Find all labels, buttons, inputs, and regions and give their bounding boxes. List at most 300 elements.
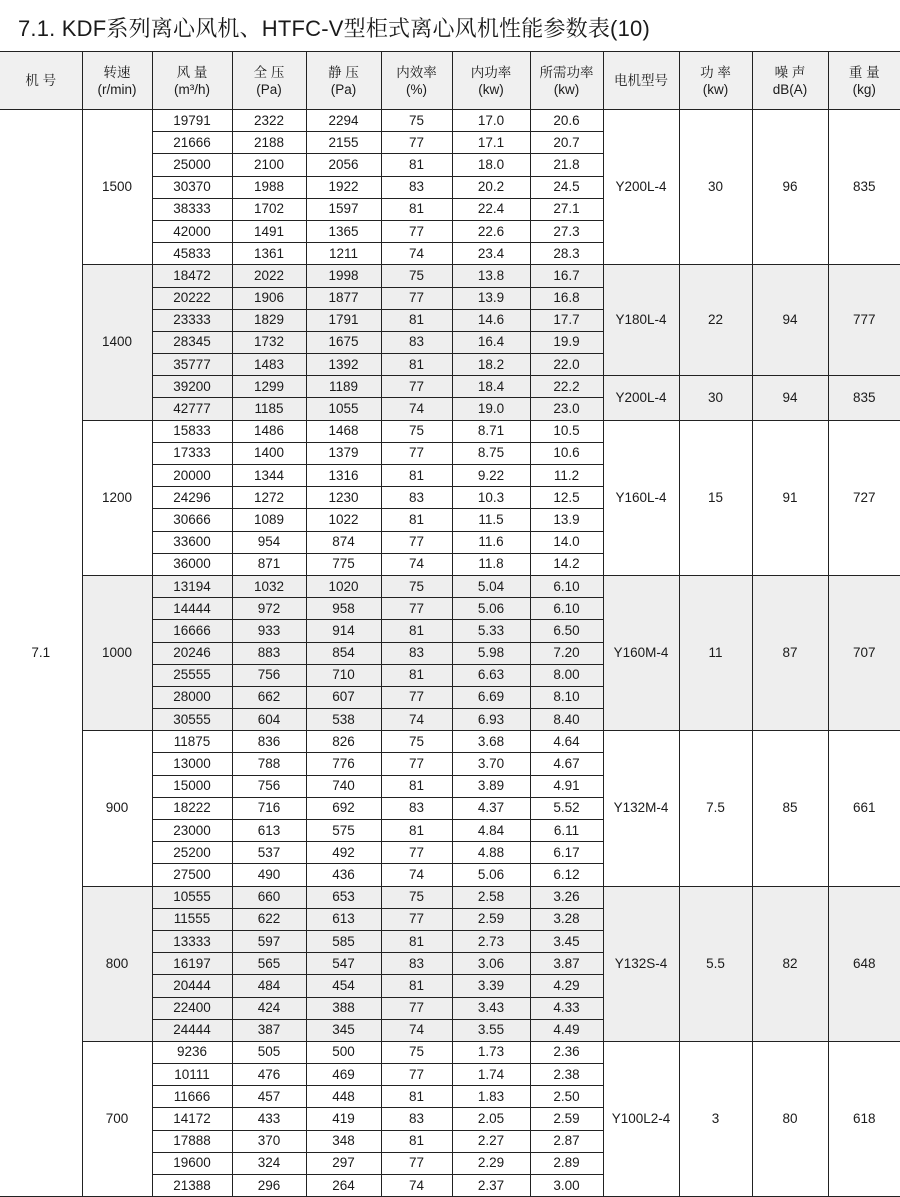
airflow-cell: 16197 xyxy=(152,953,232,975)
weight-cell: 648 xyxy=(828,886,900,1041)
internal-power-cell: 3.39 xyxy=(452,975,530,997)
total-pressure-cell: 933 xyxy=(232,620,306,642)
airflow-cell: 17888 xyxy=(152,1130,232,1152)
internal-power-cell: 1.83 xyxy=(452,1086,530,1108)
total-pressure-cell: 2022 xyxy=(232,265,306,287)
internal-power-cell: 4.88 xyxy=(452,842,530,864)
total-pressure-cell: 1272 xyxy=(232,487,306,509)
motor-power-cell: 3 xyxy=(679,1041,752,1196)
efficiency-cell: 81 xyxy=(381,198,452,220)
column-header xyxy=(152,52,232,110)
airflow-cell: 18222 xyxy=(152,797,232,819)
static-pressure-cell: 436 xyxy=(306,864,381,886)
column-header xyxy=(530,52,603,110)
static-pressure-cell: 538 xyxy=(306,709,381,731)
total-pressure-cell: 537 xyxy=(232,842,306,864)
machine-number-cell: 7.1 xyxy=(0,110,82,1197)
motor-power-cell: 5.5 xyxy=(679,886,752,1041)
static-pressure-cell: 2294 xyxy=(306,110,381,132)
static-pressure-cell: 448 xyxy=(306,1086,381,1108)
motor-power-cell: 30 xyxy=(679,376,752,420)
internal-power-cell: 3.43 xyxy=(452,997,530,1019)
required-power-cell: 10.5 xyxy=(530,420,603,442)
static-pressure-cell: 2056 xyxy=(306,154,381,176)
efficiency-cell: 77 xyxy=(381,686,452,708)
static-pressure-cell: 388 xyxy=(306,997,381,1019)
required-power-cell: 2.59 xyxy=(530,1108,603,1130)
total-pressure-cell: 296 xyxy=(232,1175,306,1197)
airflow-cell: 20222 xyxy=(152,287,232,309)
airflow-cell: 33600 xyxy=(152,531,232,553)
airflow-cell: 14444 xyxy=(152,598,232,620)
internal-power-cell: 22.4 xyxy=(452,198,530,220)
internal-power-cell: 1.73 xyxy=(452,1041,530,1063)
required-power-cell: 8.40 xyxy=(530,709,603,731)
column-header-label: 内效率 xyxy=(382,64,452,81)
required-power-cell: 4.49 xyxy=(530,1019,603,1041)
efficiency-cell: 75 xyxy=(381,575,452,597)
airflow-cell: 16666 xyxy=(152,620,232,642)
efficiency-cell: 77 xyxy=(381,442,452,464)
required-power-cell: 6.10 xyxy=(530,575,603,597)
required-power-cell: 22.2 xyxy=(530,376,603,398)
required-power-cell: 6.10 xyxy=(530,598,603,620)
required-power-cell: 8.00 xyxy=(530,664,603,686)
internal-power-cell: 5.98 xyxy=(452,642,530,664)
total-pressure-cell: 433 xyxy=(232,1108,306,1130)
static-pressure-cell: 1468 xyxy=(306,420,381,442)
static-pressure-cell: 1922 xyxy=(306,176,381,198)
required-power-cell: 5.52 xyxy=(530,797,603,819)
efficiency-cell: 81 xyxy=(381,1086,452,1108)
airflow-cell: 13333 xyxy=(152,930,232,952)
efficiency-cell: 83 xyxy=(381,487,452,509)
airflow-cell: 11555 xyxy=(152,908,232,930)
total-pressure-cell: 1486 xyxy=(232,420,306,442)
speed-cell: 700 xyxy=(82,1041,152,1196)
airflow-cell: 22400 xyxy=(152,997,232,1019)
static-pressure-cell: 1316 xyxy=(306,465,381,487)
column-header-label: 静 压 xyxy=(307,64,381,81)
speed-cell: 1000 xyxy=(82,575,152,730)
total-pressure-cell: 660 xyxy=(232,886,306,908)
noise-cell: 82 xyxy=(752,886,828,1041)
speed-cell: 900 xyxy=(82,731,152,886)
column-header xyxy=(603,52,679,110)
required-power-cell: 3.28 xyxy=(530,908,603,930)
static-pressure-cell: 492 xyxy=(306,842,381,864)
airflow-cell: 28000 xyxy=(152,686,232,708)
required-power-cell: 3.26 xyxy=(530,886,603,908)
required-power-cell: 3.87 xyxy=(530,953,603,975)
internal-power-cell: 14.6 xyxy=(452,309,530,331)
efficiency-cell: 77 xyxy=(381,997,452,1019)
efficiency-cell: 81 xyxy=(381,509,452,531)
weight-cell: 835 xyxy=(828,376,900,420)
required-power-cell: 19.9 xyxy=(530,331,603,353)
required-power-cell: 27.1 xyxy=(530,198,603,220)
static-pressure-cell: 607 xyxy=(306,686,381,708)
column-header-unit: (kg) xyxy=(829,81,900,98)
efficiency-cell: 81 xyxy=(381,154,452,176)
airflow-cell: 23000 xyxy=(152,820,232,842)
airflow-cell: 10111 xyxy=(152,1064,232,1086)
internal-power-cell: 13.8 xyxy=(452,265,530,287)
static-pressure-cell: 1998 xyxy=(306,265,381,287)
required-power-cell: 20.7 xyxy=(530,132,603,154)
weight-cell: 777 xyxy=(828,265,900,376)
required-power-cell: 16.8 xyxy=(530,287,603,309)
internal-power-cell: 11.8 xyxy=(452,553,530,575)
motor-model-cell: Y160M-4 xyxy=(603,575,679,730)
airflow-cell: 19600 xyxy=(152,1152,232,1174)
total-pressure-cell: 370 xyxy=(232,1130,306,1152)
static-pressure-cell: 1230 xyxy=(306,487,381,509)
motor-power-cell: 11 xyxy=(679,575,752,730)
column-header-unit: (Pa) xyxy=(233,81,306,98)
table-row xyxy=(0,575,900,597)
total-pressure-cell: 1483 xyxy=(232,354,306,376)
required-power-cell: 6.11 xyxy=(530,820,603,842)
efficiency-cell: 75 xyxy=(381,265,452,287)
efficiency-cell: 83 xyxy=(381,1108,452,1130)
required-power-cell: 2.87 xyxy=(530,1130,603,1152)
static-pressure-cell: 1791 xyxy=(306,309,381,331)
page-title: 7.1. KDF系列离心风机、HTFC-V型柜式离心风机性能参数表(10) xyxy=(18,12,650,43)
airflow-cell: 13000 xyxy=(152,753,232,775)
efficiency-cell: 74 xyxy=(381,398,452,420)
total-pressure-cell: 1400 xyxy=(232,442,306,464)
internal-power-cell: 20.2 xyxy=(452,176,530,198)
total-pressure-cell: 2188 xyxy=(232,132,306,154)
column-header-label: 噪 声 xyxy=(753,64,828,81)
required-power-cell: 23.0 xyxy=(530,398,603,420)
column-header xyxy=(381,52,452,110)
internal-power-cell: 5.04 xyxy=(452,575,530,597)
total-pressure-cell: 622 xyxy=(232,908,306,930)
column-header xyxy=(82,52,152,110)
efficiency-cell: 83 xyxy=(381,331,452,353)
static-pressure-cell: 500 xyxy=(306,1041,381,1063)
column-header-label: 机 号 xyxy=(0,72,82,89)
airflow-cell: 13194 xyxy=(152,575,232,597)
table-row xyxy=(0,731,900,753)
column-header-unit: (kw) xyxy=(680,81,752,98)
airflow-cell: 19791 xyxy=(152,110,232,132)
airflow-cell: 30370 xyxy=(152,176,232,198)
efficiency-cell: 81 xyxy=(381,975,452,997)
static-pressure-cell: 710 xyxy=(306,664,381,686)
total-pressure-cell: 2322 xyxy=(232,110,306,132)
static-pressure-cell: 1022 xyxy=(306,509,381,531)
efficiency-cell: 75 xyxy=(381,110,452,132)
efficiency-cell: 83 xyxy=(381,797,452,819)
airflow-cell: 9236 xyxy=(152,1041,232,1063)
efficiency-cell: 83 xyxy=(381,176,452,198)
motor-model-cell: Y160L-4 xyxy=(603,420,679,575)
total-pressure-cell: 565 xyxy=(232,953,306,975)
total-pressure-cell: 476 xyxy=(232,1064,306,1086)
table-row xyxy=(0,420,900,442)
internal-power-cell: 4.84 xyxy=(452,820,530,842)
efficiency-cell: 81 xyxy=(381,620,452,642)
efficiency-cell: 77 xyxy=(381,598,452,620)
required-power-cell: 4.91 xyxy=(530,775,603,797)
weight-cell: 835 xyxy=(828,110,900,265)
total-pressure-cell: 1299 xyxy=(232,376,306,398)
noise-cell: 96 xyxy=(752,110,828,265)
airflow-cell: 42777 xyxy=(152,398,232,420)
airflow-cell: 20444 xyxy=(152,975,232,997)
static-pressure-cell: 264 xyxy=(306,1175,381,1197)
internal-power-cell: 8.75 xyxy=(452,442,530,464)
total-pressure-cell: 954 xyxy=(232,531,306,553)
required-power-cell: 4.67 xyxy=(530,753,603,775)
required-power-cell: 4.29 xyxy=(530,975,603,997)
total-pressure-cell: 1032 xyxy=(232,575,306,597)
required-power-cell: 17.7 xyxy=(530,309,603,331)
weight-cell: 727 xyxy=(828,420,900,575)
efficiency-cell: 81 xyxy=(381,309,452,331)
airflow-cell: 45833 xyxy=(152,243,232,265)
required-power-cell: 10.6 xyxy=(530,442,603,464)
static-pressure-cell: 854 xyxy=(306,642,381,664)
table-row xyxy=(0,110,900,132)
airflow-cell: 15833 xyxy=(152,420,232,442)
column-header-label: 全 压 xyxy=(233,64,306,81)
total-pressure-cell: 1361 xyxy=(232,243,306,265)
efficiency-cell: 75 xyxy=(381,1041,452,1063)
total-pressure-cell: 505 xyxy=(232,1041,306,1063)
static-pressure-cell: 740 xyxy=(306,775,381,797)
total-pressure-cell: 1491 xyxy=(232,220,306,242)
airflow-cell: 20000 xyxy=(152,465,232,487)
efficiency-cell: 75 xyxy=(381,731,452,753)
static-pressure-cell: 692 xyxy=(306,797,381,819)
airflow-cell: 25000 xyxy=(152,154,232,176)
required-power-cell: 4.33 xyxy=(530,997,603,1019)
column-header xyxy=(452,52,530,110)
static-pressure-cell: 2155 xyxy=(306,132,381,154)
efficiency-cell: 74 xyxy=(381,709,452,731)
performance-table xyxy=(0,51,900,1197)
required-power-cell: 4.64 xyxy=(530,731,603,753)
airflow-cell: 17333 xyxy=(152,442,232,464)
efficiency-cell: 83 xyxy=(381,642,452,664)
efficiency-cell: 77 xyxy=(381,1064,452,1086)
required-power-cell: 3.45 xyxy=(530,930,603,952)
total-pressure-cell: 490 xyxy=(232,864,306,886)
column-header xyxy=(828,52,900,110)
required-power-cell: 21.8 xyxy=(530,154,603,176)
static-pressure-cell: 613 xyxy=(306,908,381,930)
airflow-cell: 20246 xyxy=(152,642,232,664)
static-pressure-cell: 419 xyxy=(306,1108,381,1130)
total-pressure-cell: 972 xyxy=(232,598,306,620)
total-pressure-cell: 756 xyxy=(232,775,306,797)
required-power-cell: 13.9 xyxy=(530,509,603,531)
motor-power-cell: 22 xyxy=(679,265,752,376)
motor-model-cell: Y132S-4 xyxy=(603,886,679,1041)
column-header-label: 功 率 xyxy=(680,64,752,81)
column-header xyxy=(306,52,381,110)
total-pressure-cell: 613 xyxy=(232,820,306,842)
required-power-cell: 3.00 xyxy=(530,1175,603,1197)
motor-model-cell: Y200L-4 xyxy=(603,110,679,265)
noise-cell: 91 xyxy=(752,420,828,575)
total-pressure-cell: 1702 xyxy=(232,198,306,220)
static-pressure-cell: 1877 xyxy=(306,287,381,309)
internal-power-cell: 3.70 xyxy=(452,753,530,775)
weight-cell: 661 xyxy=(828,731,900,886)
efficiency-cell: 77 xyxy=(381,376,452,398)
airflow-cell: 21666 xyxy=(152,132,232,154)
internal-power-cell: 2.05 xyxy=(452,1108,530,1130)
speed-cell: 1500 xyxy=(82,110,152,265)
static-pressure-cell: 1211 xyxy=(306,243,381,265)
static-pressure-cell: 826 xyxy=(306,731,381,753)
efficiency-cell: 77 xyxy=(381,1152,452,1174)
required-power-cell: 27.3 xyxy=(530,220,603,242)
static-pressure-cell: 547 xyxy=(306,953,381,975)
total-pressure-cell: 604 xyxy=(232,709,306,731)
internal-power-cell: 11.5 xyxy=(452,509,530,531)
internal-power-cell: 6.63 xyxy=(452,664,530,686)
column-header-unit: (r/min) xyxy=(83,81,152,98)
efficiency-cell: 74 xyxy=(381,243,452,265)
airflow-cell: 27500 xyxy=(152,864,232,886)
internal-power-cell: 13.9 xyxy=(452,287,530,309)
column-header-unit: (%) xyxy=(382,81,452,98)
static-pressure-cell: 1392 xyxy=(306,354,381,376)
total-pressure-cell: 1089 xyxy=(232,509,306,531)
internal-power-cell: 17.1 xyxy=(452,132,530,154)
efficiency-cell: 81 xyxy=(381,775,452,797)
column-header-label: 内功率 xyxy=(453,64,530,81)
efficiency-cell: 77 xyxy=(381,132,452,154)
airflow-cell: 25200 xyxy=(152,842,232,864)
required-power-cell: 6.50 xyxy=(530,620,603,642)
total-pressure-cell: 484 xyxy=(232,975,306,997)
internal-power-cell: 19.0 xyxy=(452,398,530,420)
airflow-cell: 38333 xyxy=(152,198,232,220)
airflow-cell: 35777 xyxy=(152,354,232,376)
static-pressure-cell: 454 xyxy=(306,975,381,997)
internal-power-cell: 4.37 xyxy=(452,797,530,819)
efficiency-cell: 77 xyxy=(381,753,452,775)
static-pressure-cell: 345 xyxy=(306,1019,381,1041)
table-row xyxy=(0,886,900,908)
required-power-cell: 7.20 xyxy=(530,642,603,664)
table-body xyxy=(0,52,900,1197)
column-header-unit: dB(A) xyxy=(753,81,828,98)
airflow-cell: 28345 xyxy=(152,331,232,353)
column-header-unit: (m³/h) xyxy=(153,81,232,98)
internal-power-cell: 18.4 xyxy=(452,376,530,398)
efficiency-cell: 81 xyxy=(381,820,452,842)
required-power-cell: 2.50 xyxy=(530,1086,603,1108)
column-header xyxy=(752,52,828,110)
noise-cell: 94 xyxy=(752,265,828,376)
static-pressure-cell: 653 xyxy=(306,886,381,908)
static-pressure-cell: 874 xyxy=(306,531,381,553)
column-header xyxy=(0,52,82,110)
airflow-cell: 24296 xyxy=(152,487,232,509)
required-power-cell: 2.89 xyxy=(530,1152,603,1174)
internal-power-cell: 9.22 xyxy=(452,465,530,487)
airflow-cell: 11666 xyxy=(152,1086,232,1108)
total-pressure-cell: 871 xyxy=(232,553,306,575)
column-header-label: 重 量 xyxy=(829,64,900,81)
static-pressure-cell: 1365 xyxy=(306,220,381,242)
static-pressure-cell: 575 xyxy=(306,820,381,842)
required-power-cell: 14.0 xyxy=(530,531,603,553)
airflow-cell: 30555 xyxy=(152,709,232,731)
column-header-unit: (Pa) xyxy=(307,81,381,98)
efficiency-cell: 81 xyxy=(381,1130,452,1152)
airflow-cell: 36000 xyxy=(152,553,232,575)
efficiency-cell: 81 xyxy=(381,930,452,952)
total-pressure-cell: 716 xyxy=(232,797,306,819)
efficiency-cell: 77 xyxy=(381,908,452,930)
total-pressure-cell: 597 xyxy=(232,930,306,952)
airflow-cell: 30666 xyxy=(152,509,232,531)
total-pressure-cell: 662 xyxy=(232,686,306,708)
motor-model-cell: Y100L2-4 xyxy=(603,1041,679,1196)
required-power-cell: 11.2 xyxy=(530,465,603,487)
required-power-cell: 24.5 xyxy=(530,176,603,198)
efficiency-cell: 74 xyxy=(381,1175,452,1197)
airflow-cell: 21388 xyxy=(152,1175,232,1197)
internal-power-cell: 3.55 xyxy=(452,1019,530,1041)
efficiency-cell: 74 xyxy=(381,1019,452,1041)
airflow-cell: 25555 xyxy=(152,664,232,686)
weight-cell: 618 xyxy=(828,1041,900,1196)
required-power-cell: 16.7 xyxy=(530,265,603,287)
airflow-cell: 10555 xyxy=(152,886,232,908)
required-power-cell: 8.10 xyxy=(530,686,603,708)
required-power-cell: 14.2 xyxy=(530,553,603,575)
motor-model-cell: Y200L-4 xyxy=(603,376,679,420)
required-power-cell: 12.5 xyxy=(530,487,603,509)
static-pressure-cell: 1675 xyxy=(306,331,381,353)
efficiency-cell: 81 xyxy=(381,664,452,686)
efficiency-cell: 83 xyxy=(381,953,452,975)
airflow-cell: 18472 xyxy=(152,265,232,287)
internal-power-cell: 3.89 xyxy=(452,775,530,797)
column-header-unit: (kw) xyxy=(531,81,603,98)
column-header xyxy=(679,52,752,110)
total-pressure-cell: 424 xyxy=(232,997,306,1019)
efficiency-cell: 77 xyxy=(381,220,452,242)
static-pressure-cell: 348 xyxy=(306,1130,381,1152)
total-pressure-cell: 1344 xyxy=(232,465,306,487)
motor-model-cell: Y180L-4 xyxy=(603,265,679,376)
efficiency-cell: 77 xyxy=(381,287,452,309)
total-pressure-cell: 457 xyxy=(232,1086,306,1108)
internal-power-cell: 2.29 xyxy=(452,1152,530,1174)
required-power-cell: 2.36 xyxy=(530,1041,603,1063)
speed-cell: 1400 xyxy=(82,265,152,420)
required-power-cell: 2.38 xyxy=(530,1064,603,1086)
internal-power-cell: 18.0 xyxy=(452,154,530,176)
total-pressure-cell: 1829 xyxy=(232,309,306,331)
motor-power-cell: 15 xyxy=(679,420,752,575)
airflow-cell: 24444 xyxy=(152,1019,232,1041)
internal-power-cell: 5.06 xyxy=(452,598,530,620)
noise-cell: 85 xyxy=(752,731,828,886)
static-pressure-cell: 776 xyxy=(306,753,381,775)
